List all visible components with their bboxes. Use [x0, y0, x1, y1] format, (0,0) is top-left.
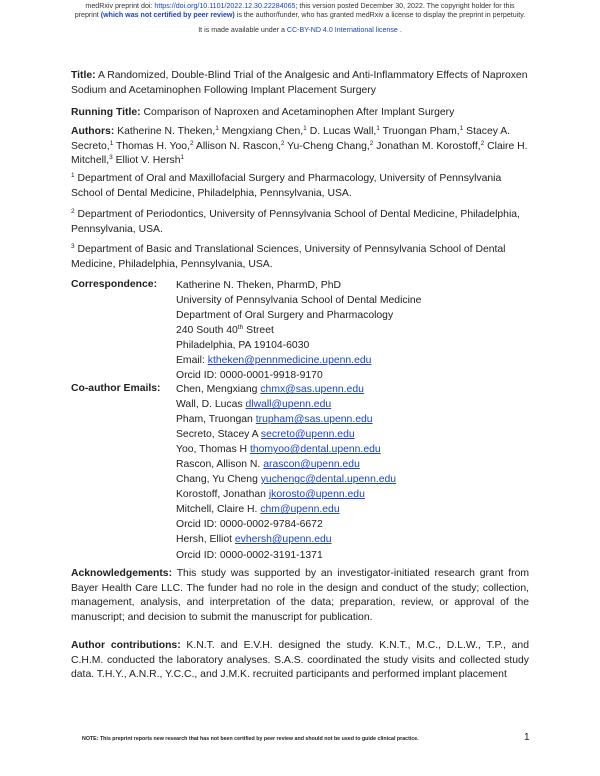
author: D. Lucas Wall,$^1$ [309, 125, 380, 137]
coauthor-email-link[interactable]: secreto@upenn.edu [260, 429, 355, 441]
correspondence-street: 240 South 40th Street [176, 324, 274, 337]
author: Elliot V. Hersh$^1$ [115, 154, 185, 167]
author: Katherine N. Theken,$^1$ [117, 125, 219, 137]
author: Yu-Cheng Chang,$^2$ [287, 139, 374, 152]
affiliation-2: $^2$ Department of Periodontics, University of Pennsylvania School of Dental Medicine, Philadelphia, Pennsylvania, USA. [71, 208, 520, 235]
page-number: 1 [524, 732, 530, 743]
author: Stacey A. Secreto,$^1$ [71, 126, 511, 152]
author: Truongan Pham,$^1$ [382, 125, 464, 137]
correspondence-email-line: Email: ktheken@pennmedicine.upenn.edu [176, 355, 372, 367]
coauthor-email-link[interactable]: arascon@upenn.edu [263, 459, 360, 471]
doi-link[interactable]: https://doi.org/10.1101/2022.12.30.22284065 [154, 2, 296, 10]
running-title: Running Title: Comparison of Naproxen and Acetaminophen After Implant Surgery [71, 107, 455, 118]
coauthor-orcid: Orcid ID: 0000-0002-9784-6672 [176, 519, 323, 531]
correspondence-email-link[interactable]: ktheken@pennmedicine.upenn.edu [207, 355, 372, 367]
correspondence-city: Philadelphia, PA 19104-6030 [176, 340, 310, 352]
correspondence-org: University of Pennsylvania School of Dental Medicine [176, 295, 422, 307]
coauthor-row: Korostoff, Jonathan jkorosto@upenn.edu [176, 489, 365, 501]
coauthor-row: Chen, Mengxiang chmx@sas.upenn.edu [176, 384, 364, 395]
coauthor-email-link[interactable]: dlwall@upenn.edu [245, 399, 332, 411]
coauthor-row: Chang, Yu Cheng yuchengc@dental.upenn.edu [176, 474, 397, 486]
author-contributions: Author contributions: K.N.T. and E.V.H. designed the study. K.N.T., M.C., D.L.W., T.P., and C.H.M. conducted the laboratory analyses. S.A.S. coordinated the study visits and collected study data. T.H.Y., A.N.R., Y.C.C., and J.M.K. recruited participants and performed implant placement [71, 640, 529, 681]
coauthor-email-link[interactable]: jkorosto@upenn.edu [268, 489, 365, 501]
correspondence-name: Katherine N. Theken, PharmD, PhD [176, 280, 341, 291]
affiliation-1: $^1$ Department of Oral and Maxillofacial Surgery and Pharmacology, University of Pennsylvania School of Dental Medicine, Philadelphia, Pennsylvania, USA. [71, 172, 502, 199]
correspondence-orcid: Orcid ID: 0000-0001-9918-9170 [176, 370, 323, 382]
preprint-notice: NOTE: This preprint reports new research that has not been certified by peer review and should not be used to guide clinical practice. [82, 736, 419, 742]
coauthor-row: Wall, D. Lucas dlwall@upenn.edu [176, 399, 332, 411]
coauthor-email-link[interactable]: evhersh@upenn.edu [234, 534, 332, 546]
paper-title: Title: A Randomized, Double-Blind Trial of the Analgesic and Anti-Inflammatory Effects of Naproxen Sodium and Acetaminophen Following Implant Placement Surgery [71, 70, 528, 96]
correspondence-dept: Department of Oral Surgery and Pharmacology [176, 310, 394, 322]
author-list: Authors: Katherine N. Theken,$^1$ Mengxiang Chen,$^1$ D. Lucas Wall,$^1$ Truongan Pham,$^1$ Stacey A. Secreto,$^1$ Thomas H. Yoo,$^2$ Allison N. Rascon,$^2$ Yu-Cheng Chang,$^2$ Jonathan M. Korostoff,$^2$ Claire H. Mitchell,$^3$ Elliot V. Hersh$^1$ [71, 125, 528, 167]
coauthor-row: Mitchell, Claire H. chm@upenn.edu [176, 504, 340, 516]
coauthor-orcid: Orcid ID: 0000-0002-3191-1371 [176, 549, 323, 561]
preprint-header-line-2: preprint (which was not certified by peer review) is the author/funder, who has granted medRxiv a license to display the preprint in perpetuity. [74, 11, 526, 19]
author: Mengxiang Chen,$^1$ [221, 125, 307, 137]
coauthor-email-link[interactable]: yuchengc@dental.upenn.edu [260, 474, 397, 486]
coauthor-row: Pham, Truongan trupham@sas.upenn.edu [176, 414, 373, 426]
coauthor-emails-label: Co-author Emails: [71, 383, 161, 394]
coauthor-email-link[interactable]: thomyoo@dental.upenn.edu [249, 444, 381, 456]
coauthor-emails-block [176, 382, 536, 563]
correspondence-label: Correspondence: [71, 279, 158, 290]
coauthor-email-link[interactable]: trupham@sas.upenn.edu [255, 414, 373, 426]
author: Jonathan M. Korostoff,$^2$ [376, 139, 485, 152]
affiliation-3: $^3$ Department of Basic and Translational Sciences, University of Pennsylvania School of Dental Medicine, Philadelphia, Pennsylvania, USA. [71, 243, 506, 270]
coauthor-row: Secreto, Stacey A secreto@upenn.edu [176, 429, 355, 441]
coauthor-row: Yoo, Thomas H thomyoo@dental.upenn.edu [176, 444, 381, 456]
author: Thomas H. Yoo,$^2$ [116, 139, 194, 152]
coauthor-email-link[interactable]: chm@upenn.edu [260, 504, 340, 516]
author: Claire H. Mitchell,$^3$ [71, 140, 528, 167]
license-line: It is made available under a CC-BY-ND 4.0 International license . [198, 26, 402, 34]
correspondence-block [176, 278, 536, 383]
license-link[interactable]: CC-BY-ND 4.0 International license [286, 26, 398, 34]
preprint-header-line-1: medRxiv preprint doi: https://doi.org/10.1101/2022.12.30.22284065; this version posted December 30, 2022. The copyright holder for this [85, 2, 515, 10]
coauthor-email-link[interactable]: chmx@sas.upenn.edu [260, 384, 364, 395]
coauthor-row: Hersh, Elliot evhersh@upenn.edu [176, 534, 332, 546]
acknowledgements: Acknowledgements: This study was supported by an investigator-initiated research grant from Bayer Health Care LLC. The funder had no role in the design and conduct of the study; collection, management, analysis, and interpretation of the data; preparation, review, or approval of the manuscript; and decision to submit the manuscript for publication. [71, 568, 529, 623]
author: Allison N. Rascon,$^2$ [195, 139, 285, 152]
coauthor-row: Rascon, Allison N. arascon@upenn.edu [176, 459, 360, 471]
